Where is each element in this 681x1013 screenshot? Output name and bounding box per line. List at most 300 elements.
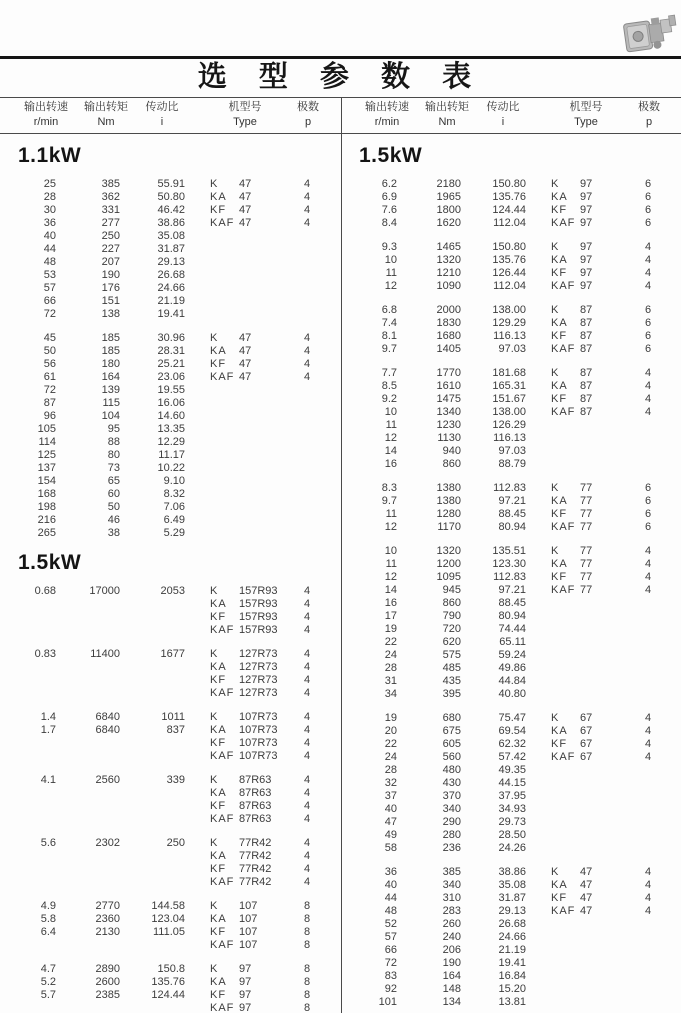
ratio-cell: 116.13 <box>493 432 526 444</box>
torque-cell: 790 <box>442 610 461 622</box>
torque-cell: 236 <box>442 842 461 854</box>
type-model-cell: 97 <box>580 217 593 229</box>
speed-cell: 0.83 <box>34 648 56 660</box>
table-row <box>341 432 681 445</box>
col-header-poles <box>611 100 681 129</box>
ratio-group-block <box>0 963 341 1013</box>
torque-cell: 277 <box>101 217 120 229</box>
speed-cell: 105 <box>37 423 56 435</box>
torque-cell: 480 <box>442 764 461 776</box>
table-row <box>0 837 341 850</box>
speed-cell: 10 <box>384 545 397 557</box>
ratio-cell: 26.68 <box>498 918 526 930</box>
ratio-group-block <box>0 648 341 700</box>
ratio-cell: 151.67 <box>492 393 526 405</box>
table-row <box>0 913 341 926</box>
poles-cell: 4 <box>303 191 311 203</box>
table-row <box>341 458 681 471</box>
torque-cell: 575 <box>442 649 461 661</box>
ratio-cell: 49.35 <box>498 764 526 776</box>
torque-cell: 310 <box>442 892 461 904</box>
table-row <box>0 976 341 989</box>
ratio-cell: 24.66 <box>157 282 185 294</box>
ratio-cell: 837 <box>166 724 185 736</box>
table-row <box>341 191 681 204</box>
speed-cell: 10 <box>384 254 397 266</box>
table-row <box>0 308 341 321</box>
ratio-cell: 46.42 <box>157 204 185 216</box>
poles-cell: 8 <box>303 900 311 912</box>
ratio-cell: 31.87 <box>157 243 185 255</box>
type-prefix-cell: K <box>551 482 560 494</box>
type-model-cell: 107 <box>239 926 258 938</box>
ratio-cell: 97.03 <box>498 445 526 457</box>
ratio-cell: 34.93 <box>498 803 526 815</box>
table-row <box>341 816 681 829</box>
torque-cell: 260 <box>442 918 461 930</box>
type-prefix-cell: KA <box>551 191 568 203</box>
ratio-cell: 2053 <box>160 585 185 597</box>
speed-cell: 9.2 <box>381 393 397 405</box>
poles-cell: 4 <box>644 738 652 750</box>
torque-cell: 1380 <box>436 482 461 494</box>
table-row <box>0 332 341 345</box>
type-prefix-cell: K <box>210 963 219 975</box>
speed-cell: 8.4 <box>381 217 397 229</box>
type-model-cell: 87 <box>580 393 593 405</box>
poles-cell: 4 <box>303 204 311 216</box>
torque-cell: 1090 <box>436 280 461 292</box>
type-model-cell: 97 <box>580 178 593 190</box>
type-prefix-cell: KAF <box>210 687 235 699</box>
power-section <box>0 144 341 540</box>
table-row <box>0 711 341 724</box>
table-row <box>0 863 341 876</box>
ratio-cell: 62.32 <box>498 738 526 750</box>
poles-cell: 8 <box>303 989 311 1001</box>
poles-cell: 4 <box>303 217 311 229</box>
torque-cell: 190 <box>101 269 120 281</box>
table-row <box>341 406 681 419</box>
poles-cell: 6 <box>644 482 652 494</box>
col-header-poles-unit: p <box>304 116 312 128</box>
speed-cell: 7.7 <box>381 367 397 379</box>
type-prefix-cell: KAF <box>210 371 235 383</box>
type-model-cell: 77 <box>580 495 593 507</box>
type-model-cell: 127R73 <box>239 661 278 673</box>
torque-cell: 1380 <box>436 495 461 507</box>
table-row <box>341 584 681 597</box>
ratio-cell: 97.21 <box>498 584 526 596</box>
poles-cell: 6 <box>644 191 652 203</box>
col-header-torque-unit: Nm <box>97 116 115 128</box>
torque-cell: 115 <box>102 397 120 409</box>
poles-cell: 4 <box>644 584 652 596</box>
table-row <box>341 842 681 855</box>
table-row <box>341 892 681 905</box>
type-prefix-cell: KA <box>551 495 568 507</box>
table-row <box>341 636 681 649</box>
table-row <box>341 482 681 495</box>
col-header-speed-label: 输出转速 <box>24 101 68 113</box>
ratio-cell: 8.32 <box>163 488 185 500</box>
type-prefix-cell: KF <box>210 737 227 749</box>
poles-cell: 8 <box>303 926 311 938</box>
table-row <box>341 866 681 879</box>
speed-cell: 24 <box>384 649 397 661</box>
table-row <box>341 738 681 751</box>
ratio-cell: 9.10 <box>163 475 185 487</box>
ratio-cell: 59.24 <box>498 649 526 661</box>
type-prefix-cell: KF <box>551 738 568 750</box>
poles-cell: 4 <box>303 737 311 749</box>
torque-cell: 176 <box>101 282 120 294</box>
speed-cell: 154 <box>37 475 56 487</box>
type-model-cell: 87 <box>580 406 593 418</box>
col-header-poles-label: 极数 <box>638 101 660 113</box>
poles-cell: 8 <box>303 1002 311 1013</box>
type-prefix-cell: KAF <box>210 1002 235 1013</box>
type-prefix-cell: KA <box>210 661 227 673</box>
poles-cell: 4 <box>303 800 311 812</box>
type-prefix-cell: KF <box>210 674 227 686</box>
type-model-cell: 77 <box>580 508 593 520</box>
type-prefix-cell: KAF <box>210 750 235 762</box>
torque-cell: 60 <box>107 488 120 500</box>
poles-cell: 8 <box>303 963 311 975</box>
poles-cell: 4 <box>303 787 311 799</box>
poles-cell: 4 <box>303 585 311 597</box>
type-model-cell: 87R63 <box>239 813 272 825</box>
table-row <box>341 304 681 317</box>
torque-cell: 2560 <box>95 774 120 786</box>
col-header-poles-label: 极数 <box>297 101 319 113</box>
ratio-cell: 165.31 <box>492 380 526 392</box>
speed-cell: 7.4 <box>381 317 397 329</box>
ratio-cell: 35.08 <box>498 879 526 891</box>
speed-cell: 25 <box>43 178 56 190</box>
speed-cell: 1.4 <box>40 711 56 723</box>
speed-cell: 72 <box>384 957 397 969</box>
table-row <box>341 558 681 571</box>
table-row <box>341 957 681 970</box>
poles-cell: 4 <box>644 267 652 279</box>
speed-cell: 14 <box>384 445 397 457</box>
speed-cell: 53 <box>43 269 56 281</box>
ratio-cell: 144.58 <box>151 900 185 912</box>
table-row <box>0 358 341 371</box>
ratio-cell: 21.19 <box>157 295 185 307</box>
speed-cell: 11 <box>385 419 397 431</box>
poles-cell: 4 <box>644 380 652 392</box>
type-prefix-cell: KA <box>551 879 568 891</box>
ratio-group-block <box>341 178 681 230</box>
right-table-column <box>341 140 681 1013</box>
col-header-type-unit: Type <box>233 116 257 128</box>
ratio-cell: 75.47 <box>498 712 526 724</box>
speed-cell: 87 <box>43 397 56 409</box>
speed-cell: 5.6 <box>40 837 56 849</box>
poles-cell: 4 <box>303 332 311 344</box>
ratio-cell: 16.84 <box>498 970 526 982</box>
poles-cell: 4 <box>303 850 311 862</box>
type-prefix-cell: K <box>551 712 560 724</box>
torque-cell: 65 <box>107 475 120 487</box>
ratio-cell: 11.17 <box>158 449 185 461</box>
speed-cell: 5.7 <box>40 989 56 1001</box>
type-model-cell: 157R93 <box>239 624 278 636</box>
ratio-group-block <box>0 585 341 637</box>
type-model-cell: 77 <box>580 571 593 583</box>
type-prefix-cell: K <box>551 367 560 379</box>
torque-cell: 11400 <box>90 648 120 660</box>
type-model-cell: 77 <box>580 584 593 596</box>
ratio-cell: 26.68 <box>157 269 185 281</box>
speed-cell: 24 <box>384 751 397 763</box>
poles-cell: 6 <box>644 330 652 342</box>
type-model-cell: 127R73 <box>239 648 278 660</box>
speed-cell: 6.2 <box>381 178 397 190</box>
poles-cell: 4 <box>303 876 311 888</box>
speed-cell: 30 <box>43 204 56 216</box>
gearmotor-photo-icon <box>617 5 679 59</box>
poles-cell: 4 <box>644 280 652 292</box>
speed-cell: 6.9 <box>381 191 397 203</box>
type-model-cell: 107 <box>239 900 258 912</box>
type-prefix-cell: KAF <box>210 876 235 888</box>
torque-cell: 104 <box>101 410 120 422</box>
torque-cell: 1405 <box>436 343 461 355</box>
poles-cell: 4 <box>303 358 311 370</box>
type-prefix-cell: KA <box>551 317 568 329</box>
table-row <box>0 178 341 191</box>
col-header-poles-unit: p <box>645 116 653 128</box>
torque-cell: 2180 <box>436 178 461 190</box>
ratio-cell: 135.51 <box>492 545 526 557</box>
speed-cell: 9.3 <box>381 241 397 253</box>
left-table-column <box>0 140 341 1013</box>
type-model-cell: 87R63 <box>239 800 272 812</box>
speed-cell: 12 <box>384 521 397 533</box>
speed-cell: 10 <box>384 406 397 418</box>
ratio-cell: 28.31 <box>157 345 185 357</box>
type-model-cell: 87R63 <box>239 774 272 786</box>
ratio-cell: 30.96 <box>157 332 185 344</box>
ratio-cell: 31.87 <box>498 892 526 904</box>
table-row <box>341 662 681 675</box>
col-header-torque-label: 输出转矩 <box>425 101 469 113</box>
table-row <box>0 462 341 475</box>
table-row <box>341 495 681 508</box>
type-prefix-cell: K <box>210 585 219 597</box>
page-title: 选 型 参 数 表 <box>197 61 484 93</box>
torque-cell: 17000 <box>89 585 120 597</box>
table-row <box>341 649 681 662</box>
ratio-group-block <box>341 241 681 293</box>
poles-cell: 6 <box>644 495 652 507</box>
ratio-group-block <box>0 900 341 952</box>
table-row <box>0 750 341 763</box>
ratio-cell: 44.15 <box>498 777 526 789</box>
type-model-cell: 47 <box>239 217 252 229</box>
speed-cell: 9.7 <box>381 343 397 355</box>
torque-cell: 1130 <box>437 432 461 444</box>
speed-cell: 48 <box>43 256 56 268</box>
torque-cell: 50 <box>107 501 120 513</box>
type-prefix-cell: K <box>210 774 219 786</box>
torque-cell: 290 <box>442 816 461 828</box>
ratio-cell: 28.50 <box>498 829 526 841</box>
ratio-cell: 5.29 <box>163 527 185 539</box>
table-row <box>341 712 681 725</box>
torque-cell: 1800 <box>436 204 461 216</box>
speed-cell: 37 <box>384 790 397 802</box>
torque-cell: 88 <box>107 436 120 448</box>
torque-cell: 1230 <box>436 419 461 431</box>
table-row <box>0 800 341 813</box>
type-prefix-cell: KA <box>210 724 227 736</box>
poles-cell: 6 <box>644 343 652 355</box>
table-row <box>0 295 341 308</box>
poles-cell: 4 <box>644 712 652 724</box>
ratio-group-block <box>0 774 341 826</box>
ratio-cell: 88.79 <box>498 458 526 470</box>
type-prefix-cell: KAF <box>551 905 576 917</box>
poles-cell: 4 <box>303 661 311 673</box>
poles-cell: 6 <box>644 521 652 533</box>
type-model-cell: 87 <box>580 330 593 342</box>
poles-cell: 4 <box>303 345 311 357</box>
poles-cell: 6 <box>644 217 652 229</box>
speed-cell: 101 <box>378 996 397 1008</box>
col-header-ratio <box>465 100 541 129</box>
speed-cell: 19 <box>384 712 397 724</box>
speed-cell: 16 <box>384 597 397 609</box>
torque-cell: 1770 <box>436 367 461 379</box>
type-model-cell: 67 <box>580 751 593 763</box>
type-prefix-cell: K <box>210 178 219 190</box>
poles-cell: 4 <box>303 813 311 825</box>
ratio-cell: 112.83 <box>493 571 526 583</box>
speed-cell: 22 <box>384 738 397 750</box>
speed-cell: 36 <box>384 866 397 878</box>
speed-cell: 11 <box>385 267 397 279</box>
type-prefix-cell: KA <box>551 254 568 266</box>
torque-cell: 80 <box>107 449 120 461</box>
poles-cell: 8 <box>303 939 311 951</box>
torque-cell: 283 <box>442 905 461 917</box>
table-row <box>341 367 681 380</box>
ratio-cell: 13.81 <box>498 996 526 1008</box>
torque-cell: 2360 <box>95 913 120 925</box>
speed-cell: 57 <box>43 282 56 294</box>
type-model-cell: 87 <box>580 367 593 379</box>
speed-cell: 22 <box>384 636 397 648</box>
speed-cell: 40 <box>43 230 56 242</box>
section-title: 1.5kW <box>359 144 423 167</box>
torque-cell: 860 <box>442 597 461 609</box>
type-prefix-cell: KF <box>210 611 227 623</box>
ratio-cell: 15.20 <box>498 983 526 995</box>
table-row <box>0 963 341 976</box>
poles-cell: 4 <box>644 866 652 878</box>
ratio-cell: 112.04 <box>493 280 526 292</box>
type-model-cell: 47 <box>239 358 252 370</box>
type-model-cell: 97 <box>239 989 252 1001</box>
table-row <box>341 944 681 957</box>
type-prefix-cell: KAF <box>551 584 576 596</box>
table-row <box>341 521 681 534</box>
type-model-cell: 47 <box>580 892 593 904</box>
table-row <box>0 230 341 243</box>
ratio-group-block <box>0 711 341 763</box>
speed-cell: 9.7 <box>381 495 397 507</box>
type-model-cell: 87 <box>580 304 593 316</box>
table-row <box>341 790 681 803</box>
torque-cell: 180 <box>101 358 120 370</box>
speed-cell: 40 <box>384 803 397 815</box>
type-prefix-cell: KAF <box>210 813 235 825</box>
table-row <box>341 803 681 816</box>
speed-cell: 96 <box>43 410 56 422</box>
ratio-cell: 112.04 <box>493 217 526 229</box>
table-row <box>341 777 681 790</box>
ratio-cell: 40.80 <box>498 688 526 700</box>
table-row <box>0 514 341 527</box>
table-row <box>0 256 341 269</box>
table-row <box>341 445 681 458</box>
speed-cell: 28 <box>384 764 397 776</box>
col-header-torque-unit: Nm <box>438 116 456 128</box>
type-model-cell: 77R42 <box>239 863 272 875</box>
poles-cell: 4 <box>303 178 311 190</box>
torque-cell: 340 <box>442 879 461 891</box>
table-row <box>341 675 681 688</box>
type-model-cell: 97 <box>580 280 593 292</box>
ratio-cell: 97.03 <box>498 343 526 355</box>
type-model-cell: 77R42 <box>239 876 272 888</box>
type-prefix-cell: KAF <box>551 343 576 355</box>
speed-cell: 198 <box>37 501 56 513</box>
table-row <box>0 876 341 889</box>
torque-cell: 940 <box>442 445 461 457</box>
type-prefix-cell: KF <box>210 926 227 938</box>
speed-cell: 49 <box>384 829 397 841</box>
table-row <box>341 610 681 623</box>
ratio-cell: 19.55 <box>157 384 185 396</box>
torque-cell: 1620 <box>436 217 461 229</box>
type-model-cell: 97 <box>580 254 593 266</box>
table-row <box>0 410 341 423</box>
torque-cell: 95 <box>107 423 120 435</box>
torque-cell: 6840 <box>95 724 120 736</box>
torque-cell: 1340 <box>436 406 461 418</box>
table-row <box>0 611 341 624</box>
ratio-cell: 38.86 <box>157 217 185 229</box>
type-prefix-cell: KA <box>551 558 568 570</box>
speed-cell: 1.7 <box>40 724 56 736</box>
speed-cell: 11 <box>385 558 397 570</box>
type-model-cell: 77 <box>580 558 593 570</box>
speed-cell: 8.1 <box>381 330 397 342</box>
type-prefix-cell: K <box>210 837 219 849</box>
speed-cell: 44 <box>43 243 56 255</box>
table-row <box>341 267 681 280</box>
ratio-cell: 29.13 <box>498 905 526 917</box>
poles-cell: 4 <box>644 558 652 570</box>
speed-cell: 28 <box>384 662 397 674</box>
table-row <box>0 371 341 384</box>
